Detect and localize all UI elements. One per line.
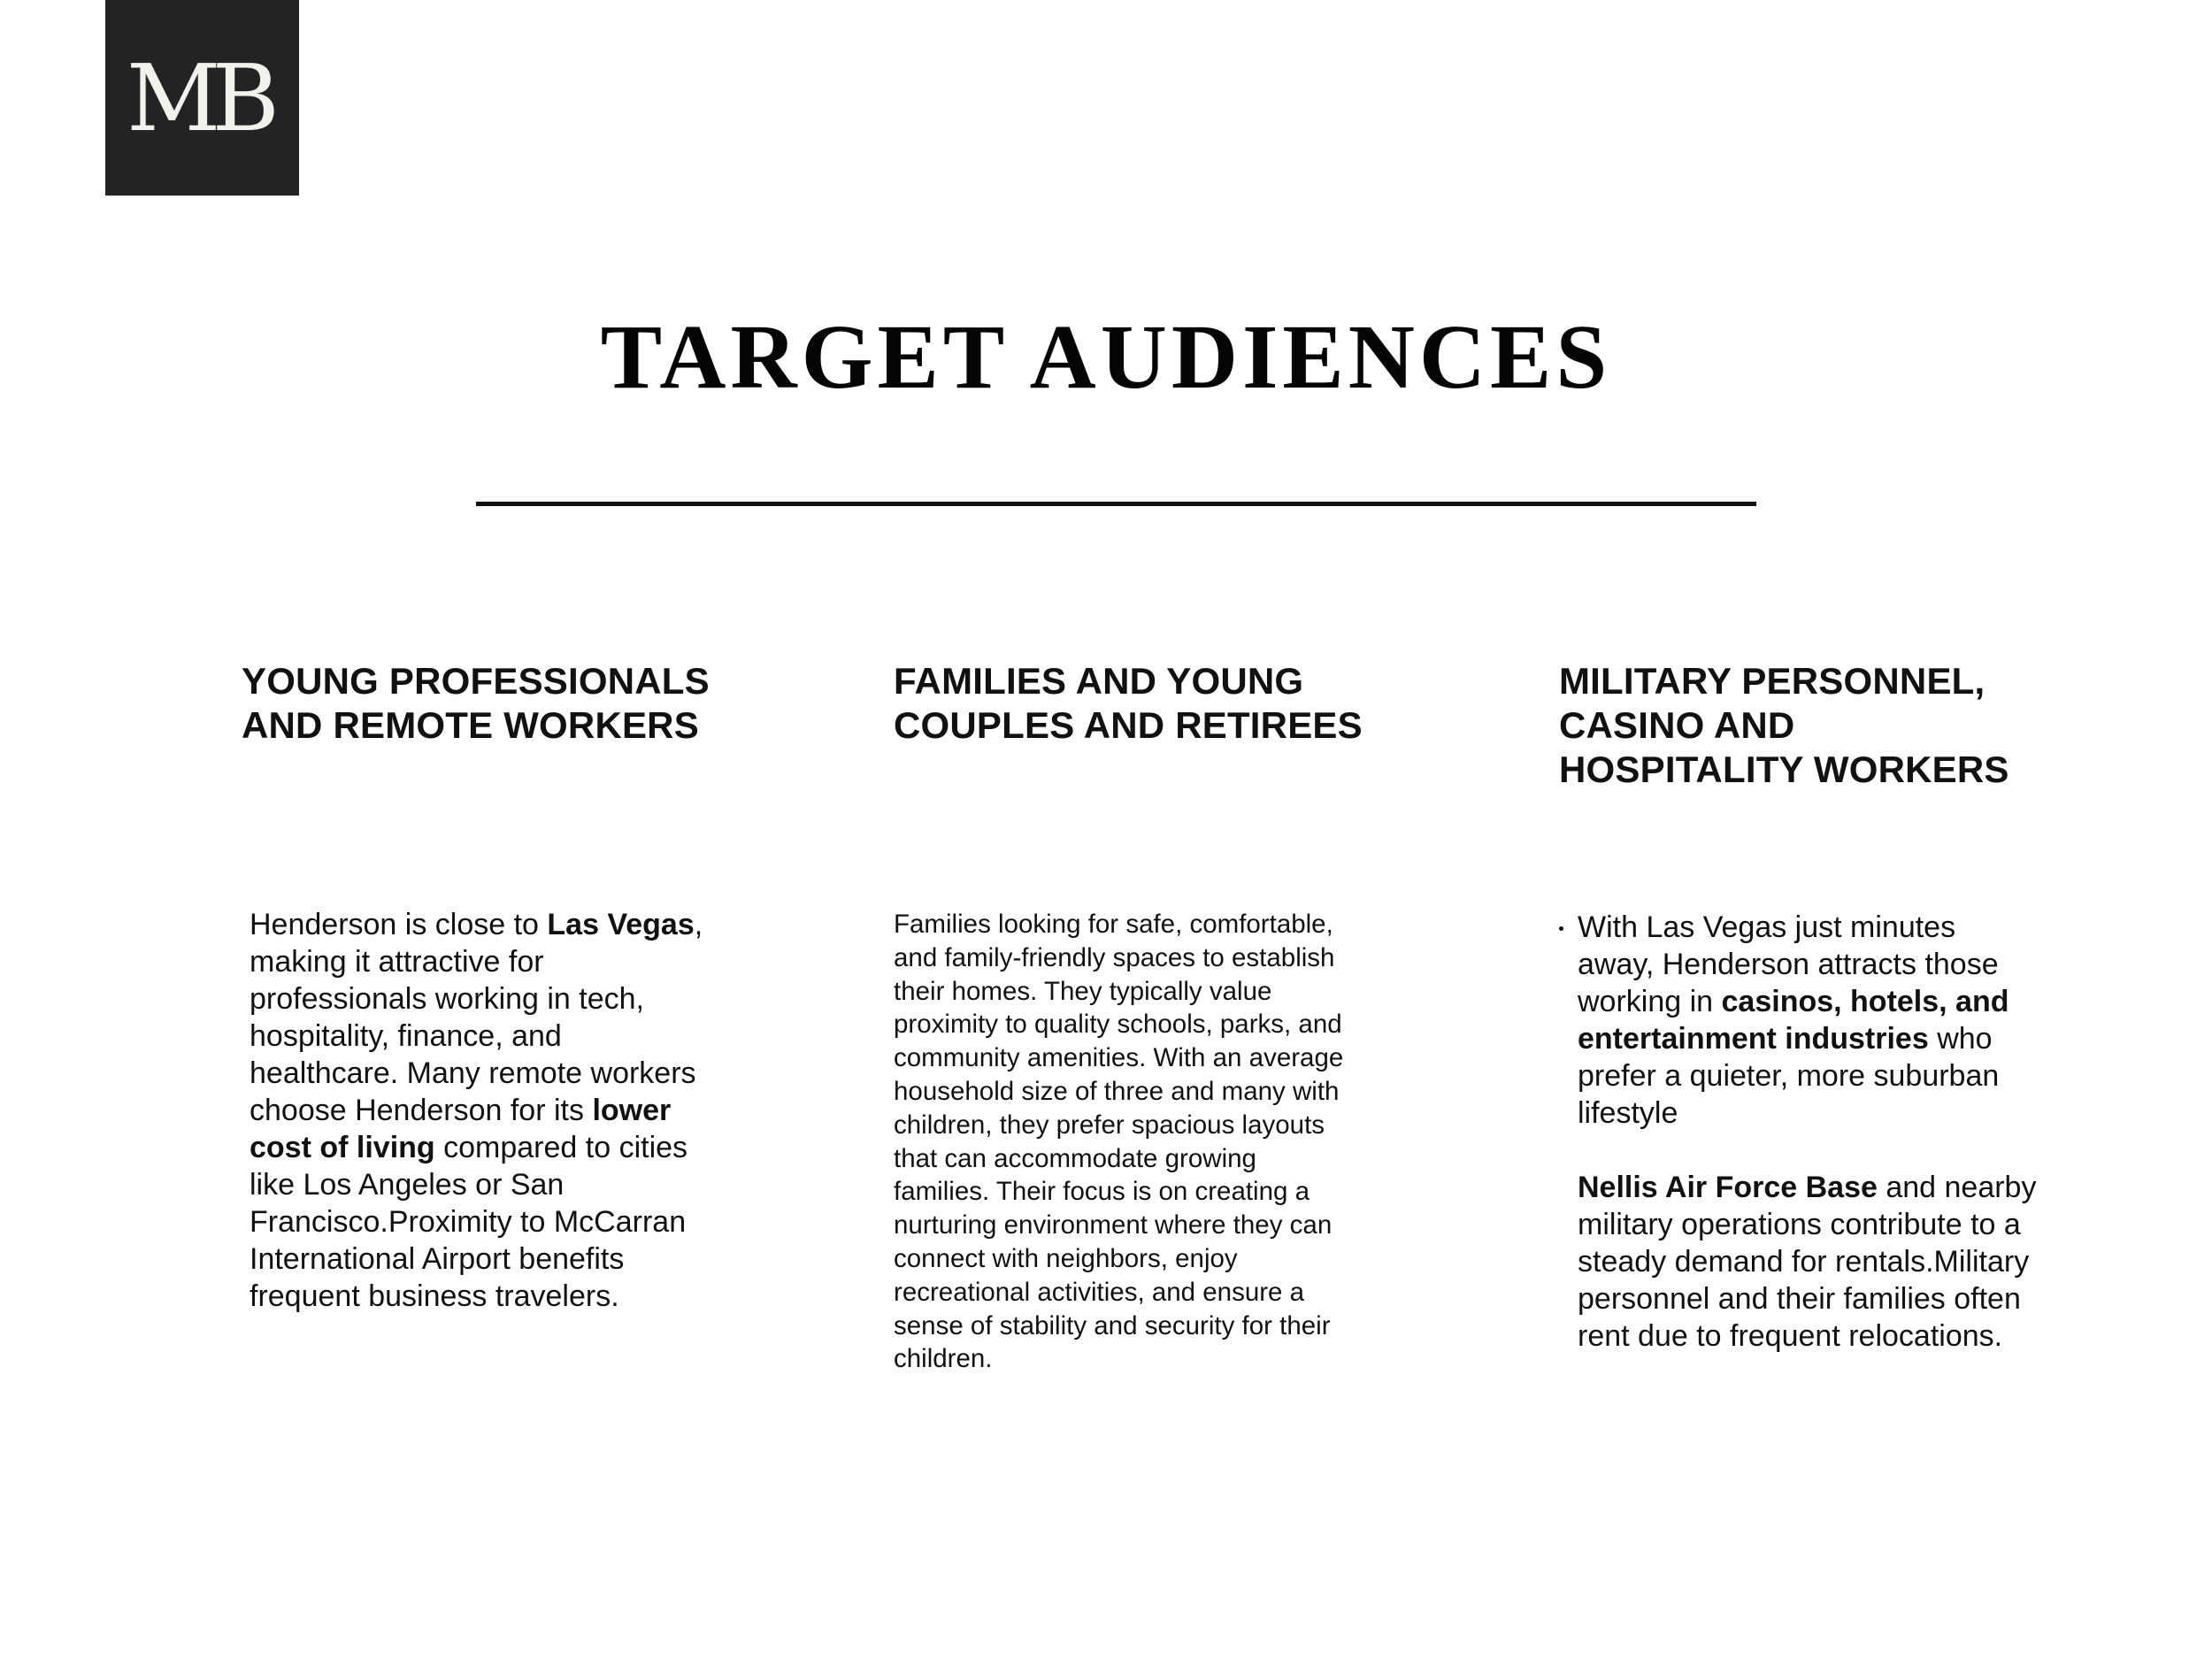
military-paragraph-nellis: Nellis Air Force Base and nearby military operations contribute to a steady demand for rentals.Military personnel and their families often rent due to frequent relocations. <box>1578 1171 2037 1353</box>
column-body-young-professionals <box>250 906 705 1315</box>
logo-badge <box>105 0 299 196</box>
column-body-military <box>1578 909 2038 1355</box>
column-body-families <box>894 908 1354 1376</box>
page-title: TARGET AUDIENCES <box>600 306 1612 408</box>
bullet-dot-icon <box>1559 926 1563 931</box>
paragraph-gap <box>1578 1132 2038 1169</box>
column-heading-families: FAMILIES AND YOUNG COUPLES AND RETIREES <box>894 660 1363 746</box>
column-heading-military: MILITARY PERSONNEL, CASINO AND HOSPITALITY WORKERS <box>1559 660 2009 790</box>
logo-monogram: MB <box>127 43 271 152</box>
military-paragraph-casinos: With Las Vegas just minutes away, Henderson attracts those working in casinos, hotels, and entertainment industries who prefer a quieter, more suburban lifestyle <box>1578 910 2009 1130</box>
column-heading-young-professionals: YOUNG PROFESSIONALS AND REMOTE WORKERS <box>242 660 710 746</box>
young-professionals-paragraph: Henderson is close to Las Vegas, making it attractive for professionals working in tech, hospitality, finance, and healthcare. Many remote workers choose Henderson for its lower cost of living compared to cities like Los Angeles or San Francisco.Proximity to McCarran International Airport benefits frequent business travelers. <box>250 908 703 1313</box>
title-divider <box>476 502 1756 506</box>
families-paragraph: Families looking for safe, comfortable, and family-friendly spaces to establish their homes. They typically value proximity to quality schools, parks, and community amenities. With an average household size of three and many with children, they prefer spacious layouts that can accommodate growing families. Their focus is on creating a nurturing environment where they can connect with neighbors, enjoy recreational activities, and ensure a sense of stability and security for their children. <box>894 910 1344 1374</box>
